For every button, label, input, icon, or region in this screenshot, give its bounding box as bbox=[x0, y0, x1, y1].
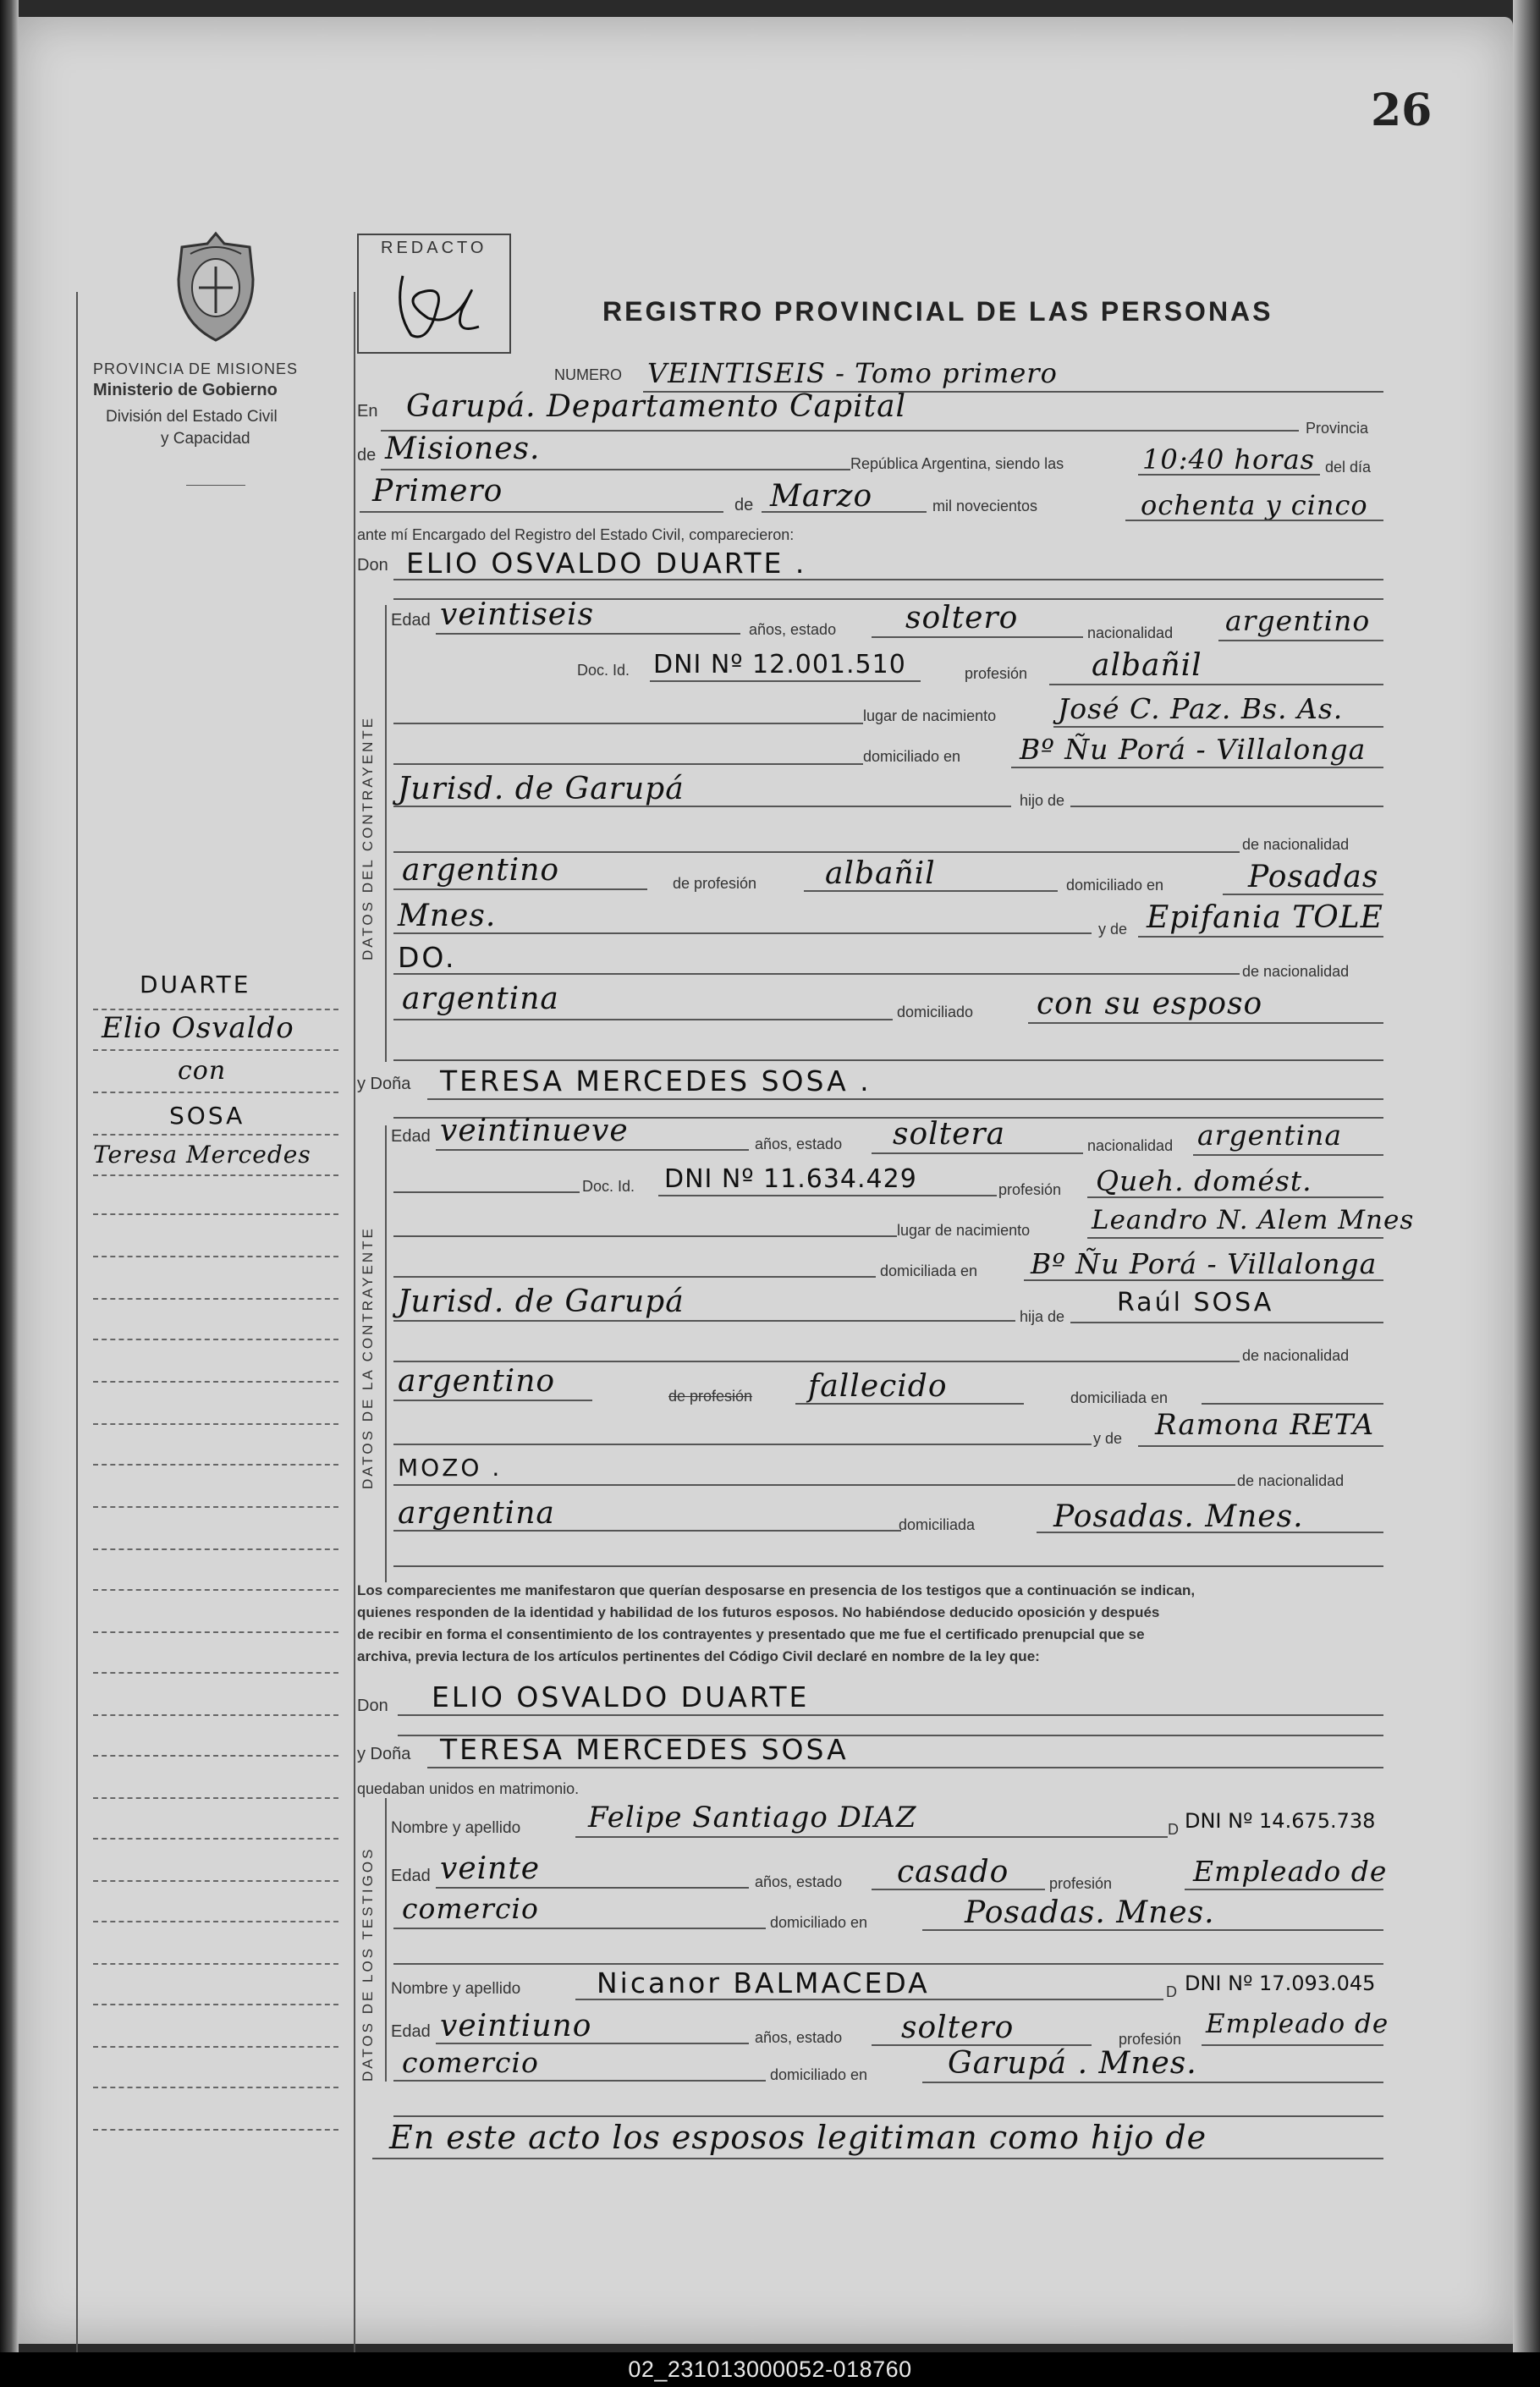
groom-nac: argentino bbox=[1225, 604, 1371, 637]
signature-icon bbox=[369, 259, 504, 352]
left-frame-inner bbox=[354, 292, 355, 2357]
rule bbox=[1049, 684, 1383, 685]
rule bbox=[1202, 1403, 1383, 1405]
mes-value: Marzo bbox=[770, 479, 873, 514]
profesion-label: profesión bbox=[965, 665, 1028, 682]
rule bbox=[393, 1565, 1383, 1567]
groom-prof: albañil bbox=[1092, 648, 1202, 683]
ante-label: ante mí Encargado del Registro del Estado Civil, comparecieron: bbox=[357, 526, 795, 543]
rule bbox=[393, 1963, 1383, 1965]
redacto-stamp bbox=[357, 234, 511, 354]
anos-estado-label-3: años, estado bbox=[755, 1873, 843, 1890]
footer-id: 02_231013000052-018760 bbox=[628, 2357, 912, 2382]
bride-name-2: TERESA MERCEDES SOSA bbox=[440, 1733, 849, 1766]
rule bbox=[1218, 640, 1383, 641]
rule bbox=[393, 888, 647, 890]
margin-given-2: Teresa Mercedes bbox=[93, 1141, 311, 1169]
margin-rule bbox=[93, 1092, 338, 1093]
rule bbox=[393, 723, 863, 724]
bride-bracket bbox=[385, 1125, 387, 1582]
w2-age: veintiuno bbox=[440, 2009, 592, 2043]
provincia-label: Provincia bbox=[1306, 420, 1369, 437]
margin-rule bbox=[93, 1755, 338, 1757]
margin-rule bbox=[93, 1921, 338, 1922]
rule bbox=[381, 469, 850, 470]
edad-label: Edad bbox=[391, 611, 431, 630]
bride-father: Raúl SOSA bbox=[1117, 1288, 1274, 1317]
doc-label-2: Doc. Id. bbox=[582, 1178, 635, 1195]
page-number: 26 bbox=[1371, 85, 1433, 136]
lugar-nac-label: lugar de nacimiento bbox=[863, 707, 997, 724]
rule bbox=[393, 2080, 766, 2082]
domiciliada-en-label-2: domiciliada en bbox=[1070, 1389, 1169, 1406]
de-nacionalidad-label: de nacionalidad bbox=[1242, 836, 1350, 853]
margin-rule bbox=[93, 1256, 338, 1257]
edad-label-3: Edad bbox=[391, 1867, 431, 1885]
stamp-label: REDACTO bbox=[381, 239, 487, 257]
groom-lugar: José C. Paz. Bs. As. bbox=[1058, 692, 1344, 725]
de-value: Misiones. bbox=[385, 432, 541, 466]
republica-label: República Argentina, siendo las bbox=[850, 455, 1064, 472]
hijo-de-label: hijo de bbox=[1020, 792, 1065, 809]
domiciliado-en-label-2: domiciliado en bbox=[770, 1914, 868, 1931]
de-nacionalidad-label-4: de nacionalidad bbox=[1237, 1472, 1345, 1489]
book-edge bbox=[1513, 0, 1540, 2352]
rule bbox=[393, 2115, 1383, 2117]
domiciliado-en-label-3: domiciliado en bbox=[770, 2066, 868, 2083]
domiciliada-en-label: domiciliada en bbox=[880, 1262, 978, 1279]
rule bbox=[393, 1276, 876, 1278]
rule bbox=[1053, 726, 1383, 728]
margin-rule bbox=[93, 1464, 338, 1466]
rule bbox=[1193, 1154, 1383, 1156]
nacionalidad-label: nacionalidad bbox=[1087, 624, 1174, 641]
rule bbox=[804, 890, 1058, 892]
rule bbox=[1024, 1279, 1383, 1281]
rule bbox=[393, 1928, 766, 1929]
witness-bracket bbox=[385, 1798, 387, 2082]
rule bbox=[393, 763, 863, 765]
bride-mother-dom: Posadas. Mnes. bbox=[1053, 1499, 1304, 1534]
en-label: En bbox=[357, 402, 378, 421]
rule bbox=[1011, 767, 1383, 768]
rule bbox=[427, 1767, 1383, 1768]
bride-mother-nac: argentina bbox=[398, 1496, 555, 1531]
w1-doc: DNI Nº 14.675.738 bbox=[1185, 1809, 1376, 1833]
w1-dom: Posadas. Mnes. bbox=[965, 1895, 1215, 1930]
margin-rule bbox=[93, 1506, 338, 1508]
bride-mother: Ramona RETA bbox=[1155, 1408, 1375, 1442]
margin-surname-2: SOSA bbox=[169, 1102, 245, 1130]
groom-father-nac: argentino bbox=[402, 853, 560, 888]
w1-name: Felipe Santiago DIAZ bbox=[588, 1801, 917, 1834]
profesion-label-3: profesión bbox=[1049, 1875, 1113, 1892]
profesion-label-4: profesión bbox=[1119, 2031, 1182, 2048]
de-label: de bbox=[357, 446, 377, 465]
margin-rule bbox=[93, 1672, 338, 1674]
anos-estado-label-4: años, estado bbox=[755, 2029, 843, 2046]
hora-value: 10:40 horas bbox=[1142, 443, 1316, 476]
w2-prof: Empleado de bbox=[1206, 2009, 1389, 2039]
groom-mother: Epifania TOLE bbox=[1147, 900, 1383, 935]
domiciliado-label: domiciliado en bbox=[1066, 877, 1164, 894]
rule bbox=[393, 973, 1240, 975]
rule bbox=[393, 1361, 1240, 1362]
de-nacionalidad-label-2: de nacionalidad bbox=[1242, 963, 1350, 980]
nombre-apellido-label: Nombre y apellido bbox=[391, 1819, 521, 1837]
rule bbox=[393, 1400, 592, 1401]
bride-mother2: MOZO . bbox=[398, 1454, 503, 1482]
margin-con: con bbox=[178, 1056, 227, 1086]
document-title: REGISTRO PROVINCIAL DE LAS PERSONAS bbox=[602, 296, 1273, 327]
groom-section-label: DATOS DEL CONTRAYENTE bbox=[360, 715, 376, 960]
groom-mother-dom: con su esposo bbox=[1037, 987, 1263, 1021]
rule bbox=[795, 1403, 1024, 1405]
rule bbox=[872, 636, 1083, 638]
anio-value: ochenta y cinco bbox=[1141, 489, 1368, 521]
en-value: Garupá. Departamento Capital bbox=[406, 389, 907, 424]
groom-estado: soltero bbox=[905, 601, 1019, 635]
rule bbox=[1138, 474, 1320, 476]
rule bbox=[427, 1098, 1383, 1100]
y-de-label: y de bbox=[1098, 921, 1128, 938]
w2-estado: soltero bbox=[901, 2010, 1015, 2045]
rule bbox=[393, 932, 1092, 934]
margin-rule bbox=[93, 1213, 338, 1215]
rule bbox=[1185, 1889, 1383, 1890]
bride-section-label: DATOS DE LA CONTRAYENTE bbox=[360, 1226, 376, 1489]
rule bbox=[1070, 1322, 1383, 1323]
domiciliada-label: domiciliada bbox=[899, 1516, 976, 1533]
don-label: Don bbox=[357, 556, 388, 575]
d-label-2: D bbox=[1166, 1983, 1177, 2000]
rule bbox=[1125, 520, 1383, 521]
mil-label: mil novecientos bbox=[932, 498, 1038, 514]
bride-name: TERESA MERCEDES SOSA . bbox=[440, 1064, 872, 1097]
rule bbox=[436, 633, 740, 635]
hija-de-label: hija de bbox=[1020, 1308, 1065, 1325]
bride-dom2: Jurisd. de Garupá bbox=[398, 1284, 685, 1319]
profesion-label-2: profesión bbox=[998, 1181, 1062, 1198]
groom-father-dom: Posadas bbox=[1248, 860, 1379, 894]
margin-rule bbox=[93, 1134, 338, 1136]
edad-label-2: Edad bbox=[391, 1127, 431, 1146]
edad-label-4: Edad bbox=[391, 2022, 431, 2041]
rule bbox=[1202, 2044, 1383, 2046]
w2-prof2: comercio bbox=[402, 2046, 539, 2079]
d-label: D bbox=[1168, 1821, 1179, 1838]
bride-estado: soltera bbox=[893, 1117, 1006, 1152]
rule bbox=[650, 680, 921, 682]
paragraph-line-2: quienes responden de la identidad y habilidad de los futuros esposos. No habiéndose deducido oposición y después bbox=[357, 1604, 1160, 1620]
margin-rule bbox=[93, 1714, 338, 1716]
rule bbox=[1037, 1532, 1383, 1533]
groom-father-prof: albañil bbox=[825, 856, 936, 891]
bride-father-nac: argentino bbox=[398, 1364, 556, 1399]
margin-rule bbox=[93, 2004, 338, 2005]
de-profesion-label-2: de profesión bbox=[668, 1388, 753, 1405]
emblem-province: PROVINCIA DE MISIONES bbox=[93, 360, 299, 377]
bride-age: veintinueve bbox=[440, 1114, 629, 1148]
rule bbox=[393, 1235, 897, 1237]
paragraph-line-1: Los comparecientes me manifestaron que querían desposarse en presencia de los testigos que a continuación se indican, bbox=[357, 1582, 1196, 1598]
witness-section-label: DATOS DE LOS TESTIGOS bbox=[360, 1846, 376, 2082]
numero-value: VEINTISEIS - Tomo primero bbox=[647, 357, 1058, 389]
emblem-capacity: y Capacidad bbox=[161, 430, 250, 448]
rule bbox=[575, 1999, 1163, 2000]
book-spine bbox=[0, 0, 19, 2352]
anos-estado-label: años, estado bbox=[749, 621, 837, 638]
margin-rule bbox=[93, 1009, 338, 1010]
rule bbox=[436, 1887, 749, 1889]
anos-estado-label-2: años, estado bbox=[755, 1136, 843, 1152]
rule bbox=[393, 806, 1011, 807]
bride-doc: DNI Nº 11.634.429 bbox=[664, 1164, 917, 1194]
rule bbox=[872, 1889, 1045, 1890]
margin-rule bbox=[93, 1298, 338, 1300]
rule bbox=[1028, 1022, 1383, 1024]
margin-rule bbox=[93, 2046, 338, 2048]
margin-rule bbox=[93, 1049, 338, 1051]
bride-lugar: Leandro N. Alem Mnes bbox=[1092, 1205, 1415, 1235]
groom-bracket bbox=[385, 605, 387, 1062]
rule bbox=[393, 1019, 893, 1020]
left-frame bbox=[76, 292, 78, 2357]
rule bbox=[658, 1195, 997, 1196]
emblem-rule bbox=[186, 485, 245, 486]
domiciliado-label-2: domiciliado bbox=[897, 1004, 974, 1020]
rule bbox=[393, 1320, 1015, 1322]
nombre-apellido-label-2: Nombre y apellido bbox=[391, 1980, 521, 1998]
doc-label: Doc. Id. bbox=[577, 662, 630, 679]
groom-doc: DNI Nº 12.001.510 bbox=[653, 650, 906, 679]
dia-value: Primero bbox=[372, 474, 503, 509]
margin-rule bbox=[93, 1838, 338, 1840]
bride-prof: Queh. domést. bbox=[1096, 1164, 1312, 1197]
y-dona-label-2: y Doña bbox=[357, 1745, 411, 1763]
final-note: En este acto los esposos legitiman como hijo de bbox=[389, 2119, 1207, 2156]
w2-doc: DNI Nº 17.093.045 bbox=[1185, 1972, 1376, 1995]
rule bbox=[436, 1149, 749, 1151]
quedaban-label: quedaban unidos en matrimonio. bbox=[357, 1780, 580, 1797]
rule bbox=[922, 1929, 1383, 1931]
margin-rule bbox=[93, 1423, 338, 1425]
rule bbox=[922, 2082, 1383, 2083]
bride-father-prof: fallecido bbox=[808, 1369, 948, 1404]
de-profesion-label: de profesión bbox=[673, 875, 757, 892]
domiciliado-en-label: domiciliado en bbox=[863, 748, 961, 765]
rule bbox=[1087, 1237, 1383, 1239]
groom-mother-nac: argentina bbox=[402, 982, 559, 1016]
margin-surname-1: DUARTE bbox=[140, 971, 251, 998]
margin-rule bbox=[93, 1339, 338, 1340]
rule bbox=[1070, 806, 1383, 807]
rule bbox=[398, 1714, 1383, 1716]
rule bbox=[372, 2158, 1383, 2159]
w1-prof: Empleado de bbox=[1193, 1855, 1388, 1888]
w2-name: Nicanor BALMACEDA bbox=[597, 1966, 930, 1999]
rule bbox=[393, 1530, 901, 1532]
rule bbox=[1087, 1196, 1383, 1198]
de-nacionalidad-label-3: de nacionalidad bbox=[1242, 1347, 1350, 1364]
rule bbox=[393, 579, 1383, 580]
groom-age: veintiseis bbox=[440, 597, 595, 632]
rule bbox=[393, 1444, 1092, 1445]
lugar-nac-label-2: lugar de nacimiento bbox=[897, 1222, 1031, 1239]
emblem-ministry: Ministerio de Gobierno bbox=[93, 381, 278, 399]
margin-rule bbox=[93, 1589, 338, 1591]
rule bbox=[393, 1484, 1235, 1486]
y-de-label-2: y de bbox=[1093, 1430, 1123, 1447]
emblem-division: División del Estado Civil bbox=[106, 408, 278, 426]
rule bbox=[872, 1152, 1083, 1154]
paragraph-line-3: de recibir en forma el consentimiento de los contrayentes y presentado que me fue el certificado prenupcial que se bbox=[357, 1626, 1145, 1642]
rule bbox=[360, 511, 723, 513]
y-dona-label: y Doña bbox=[357, 1075, 411, 1093]
margin-given-1: Elio Osvaldo bbox=[102, 1011, 294, 1045]
rule bbox=[393, 1191, 580, 1193]
margin-rule bbox=[93, 1797, 338, 1799]
coat-of-arms-icon bbox=[165, 228, 267, 347]
rule bbox=[762, 511, 927, 513]
w1-prof2: comercio bbox=[402, 1892, 539, 1925]
rule bbox=[393, 1059, 1383, 1061]
margin-rule bbox=[93, 1381, 338, 1383]
groom-dom: Bº Ñu Porá - Villalonga bbox=[1020, 733, 1367, 766]
margin-rule bbox=[93, 1548, 338, 1550]
w2-dom: Garupá . Mnes. bbox=[948, 2046, 1197, 2081]
rule bbox=[436, 2043, 749, 2044]
nacionalidad-label-2: nacionalidad bbox=[1087, 1137, 1174, 1154]
w1-age: veinte bbox=[440, 1851, 541, 1886]
w1-estado: casado bbox=[897, 1855, 1009, 1889]
margin-rule bbox=[93, 2129, 338, 2131]
margin-rule bbox=[93, 2087, 338, 2088]
numero-label: NUMERO bbox=[554, 366, 622, 383]
groom-dom2: Jurisd. de Garupá bbox=[398, 772, 685, 806]
rule bbox=[1138, 1445, 1383, 1447]
rule bbox=[1138, 936, 1383, 938]
rule bbox=[575, 1836, 1168, 1838]
bride-dom: Bº Ñu Porá - Villalonga bbox=[1031, 1247, 1378, 1280]
rule bbox=[1223, 894, 1383, 895]
margin-rule bbox=[93, 1174, 338, 1176]
margin-rule bbox=[93, 1631, 338, 1633]
margin-rule bbox=[93, 1963, 338, 1965]
margin-rule bbox=[93, 1880, 338, 1882]
don-label-2: Don bbox=[357, 1697, 388, 1715]
paragraph-line-4: archiva, previa lectura de los artículos pertinentes del Código Civil declaré en nombre de la ley que: bbox=[357, 1648, 1040, 1664]
groom-name: ELIO OSVALDO DUARTE . bbox=[406, 547, 807, 580]
groom-father-dom2: Mnes. bbox=[398, 899, 497, 933]
del-dia-label: del día bbox=[1325, 459, 1372, 476]
bride-nac: argentina bbox=[1197, 1119, 1343, 1152]
de-mes-label: de bbox=[734, 496, 754, 514]
groom-mother2: DO. bbox=[398, 941, 457, 974]
groom-name-2: ELIO OSVALDO DUARTE bbox=[432, 1680, 810, 1713]
